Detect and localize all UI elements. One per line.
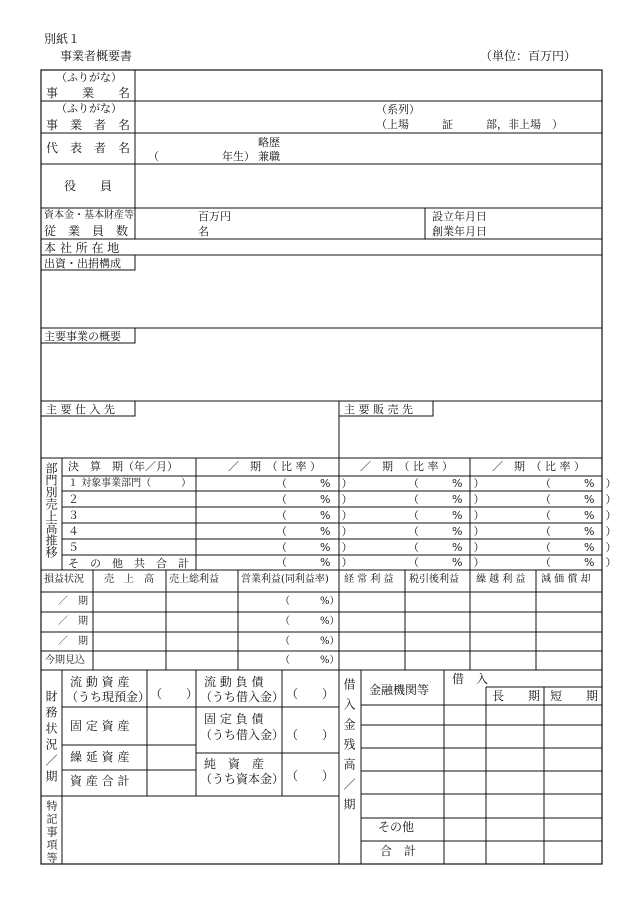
pl-header: 税引後利益 [409, 574, 459, 585]
customers-label: 主 要 販 売 先 [344, 403, 413, 416]
document-title: 事業者概要書 [60, 49, 133, 63]
sales-ratio-pct: （ % ） [540, 541, 617, 554]
short-term-header: 短 期 [550, 689, 599, 703]
sales-ratio-pct: （ % ） [276, 556, 353, 569]
representative-label: 代 表 者 名 [46, 141, 131, 155]
affiliation-label: （系列） [376, 103, 420, 116]
investment-label: 出資・出捐構成 [44, 257, 121, 270]
fixed-borrowings-paren: （ ） [286, 728, 335, 742]
deferred-assets-label: 繰 延 資 産 [70, 750, 130, 764]
institution-header: 金融機関等 [369, 683, 430, 697]
career-label: 略歴 [258, 136, 280, 149]
period-ratio-header-1: ／ 期 （ 比 率 ） [228, 460, 321, 473]
furigana-label-1: （ふりがな） [56, 71, 122, 84]
pl-margin-pct: （ %） [280, 616, 340, 627]
fixed-borrowings-label: （うち借入金） [200, 728, 285, 742]
officers-label: 役 員 [64, 179, 113, 193]
sales-ratio-pct: （ % ） [540, 525, 617, 538]
cash-paren: （ ） [150, 687, 199, 701]
unit-note: （単位：百万円） [480, 49, 577, 63]
period-ratio-header-3: ／ 期 （ 比 率 ） [492, 460, 585, 473]
financial-side-label: 財務状況／期 [44, 690, 58, 786]
founded-label: 創業年月日 [432, 225, 487, 238]
capital-stock-label: （うち資本金） [200, 772, 285, 786]
sales-ratio-pct: （ % ） [276, 525, 353, 538]
pl-header: 営業利益(同利益率) [241, 574, 329, 585]
sales-ratio-pct: （ % ） [276, 541, 353, 554]
long-term-header: 長 期 [492, 689, 541, 703]
sales-row-label: ３ [68, 509, 79, 522]
suppliers-label: 主 要 仕 入 先 [46, 403, 115, 416]
pl-header: 売 上 高 [104, 574, 154, 585]
borrowings-header: 借 入 [452, 672, 489, 686]
cash-label: （うち現預金） [66, 690, 151, 704]
capital-unit: 百万円 [198, 210, 231, 223]
other-lenders-label: その他 [378, 820, 415, 834]
sales-ratio-pct: （ % ） [408, 541, 485, 554]
pl-margin-pct: （ %） [280, 596, 340, 607]
business-name-label: 事 業 名 [46, 86, 131, 100]
net-assets-label: 純 資 産 [204, 757, 265, 771]
sales-row-label: ５ [68, 541, 79, 554]
current-borrowings-paren: （ ） [286, 687, 335, 701]
pl-row-label: 今期見込 [45, 655, 85, 666]
sales-ratio-pct: （ % ） [408, 525, 485, 538]
listing-label: （上場 証 部，非上場 ） [376, 118, 563, 131]
capital-label: 資本金・基本財産等 [44, 210, 134, 221]
loans-total-label: 合 計 [380, 844, 417, 858]
pl-header: 損益状況 [44, 574, 84, 585]
sales-row-label: １ 対象事業部門（ ） [68, 478, 192, 489]
pl-row-label: ／ 期 [58, 636, 88, 647]
period-ratio-header-2: ／ 期 （ 比 率 ） [360, 460, 453, 473]
total-assets-label: 資 産 合 計 [70, 774, 130, 788]
pl-header: 経 常 利 益 [344, 574, 394, 585]
fixed-liabilities-label: 固 定 負 債 [204, 712, 264, 726]
sales-ratio-pct: （ % ） [276, 477, 353, 490]
sales-ratio-pct: （ % ） [540, 556, 617, 569]
pl-row-label: ／ 期 [58, 596, 88, 607]
notes-side-label: 特記事項等 [45, 800, 58, 865]
sales-ratio-pct: （ % ） [540, 509, 617, 522]
pl-header: 減 価 償 却 [541, 574, 591, 585]
established-label: 設立年月日 [432, 210, 487, 223]
fixed-assets-label: 固 定 資 産 [70, 719, 130, 733]
main-business-label: 主要事業の概要 [44, 330, 121, 343]
sales-ratio-pct: （ % ） [408, 509, 485, 522]
pl-margin-pct: （ %） [280, 636, 340, 647]
birth-year-open: （ [148, 150, 159, 163]
sales-ratio-pct: （ % ） [540, 493, 617, 506]
sales-side-label: 部門別売上高推移 [44, 462, 58, 558]
pl-margin-pct: （ %） [280, 655, 340, 666]
loans-side-label: 借入金残高／期 [342, 678, 356, 818]
annex-number: 別紙１ [44, 32, 81, 46]
sales-ratio-pct: （ % ） [276, 493, 353, 506]
fiscal-period-header: 決 算 期（年／月） [68, 460, 178, 473]
current-liabilities-label: 流 動 負 債 [204, 675, 264, 689]
head-office-label: 本 社 所 在 地 [44, 241, 120, 255]
employees-unit: 名 [198, 225, 209, 238]
furigana-label-2: （ふりがな） [56, 102, 122, 115]
current-borrowings-label: （うち借入金） [200, 690, 285, 704]
pl-row-label: ／ 期 [58, 616, 88, 627]
sales-row-label: そ の 他 共 合 計 [68, 557, 189, 570]
sales-ratio-pct: （ % ） [540, 477, 617, 490]
employees-label: 従 業 員 数 [44, 224, 129, 238]
current-assets-label: 流 動 資 産 [70, 675, 130, 689]
capital-stock-paren: （ ） [286, 769, 335, 783]
sales-ratio-pct: （ % ） [408, 556, 485, 569]
operator-name-label: 事 業 者 名 [46, 118, 131, 132]
sales-ratio-pct: （ % ） [276, 509, 353, 522]
concurrent-post-label: 兼職 [258, 150, 280, 163]
sales-row-label: ４ [68, 525, 79, 538]
pl-header: 売上総利益 [169, 574, 219, 585]
sales-row-label: ２ [68, 493, 79, 506]
sales-ratio-pct: （ % ） [408, 493, 485, 506]
pl-header: 繰 越 利 益 [476, 574, 526, 585]
birth-year-label: 年生） [222, 150, 255, 163]
sales-ratio-pct: （ % ） [408, 477, 485, 490]
